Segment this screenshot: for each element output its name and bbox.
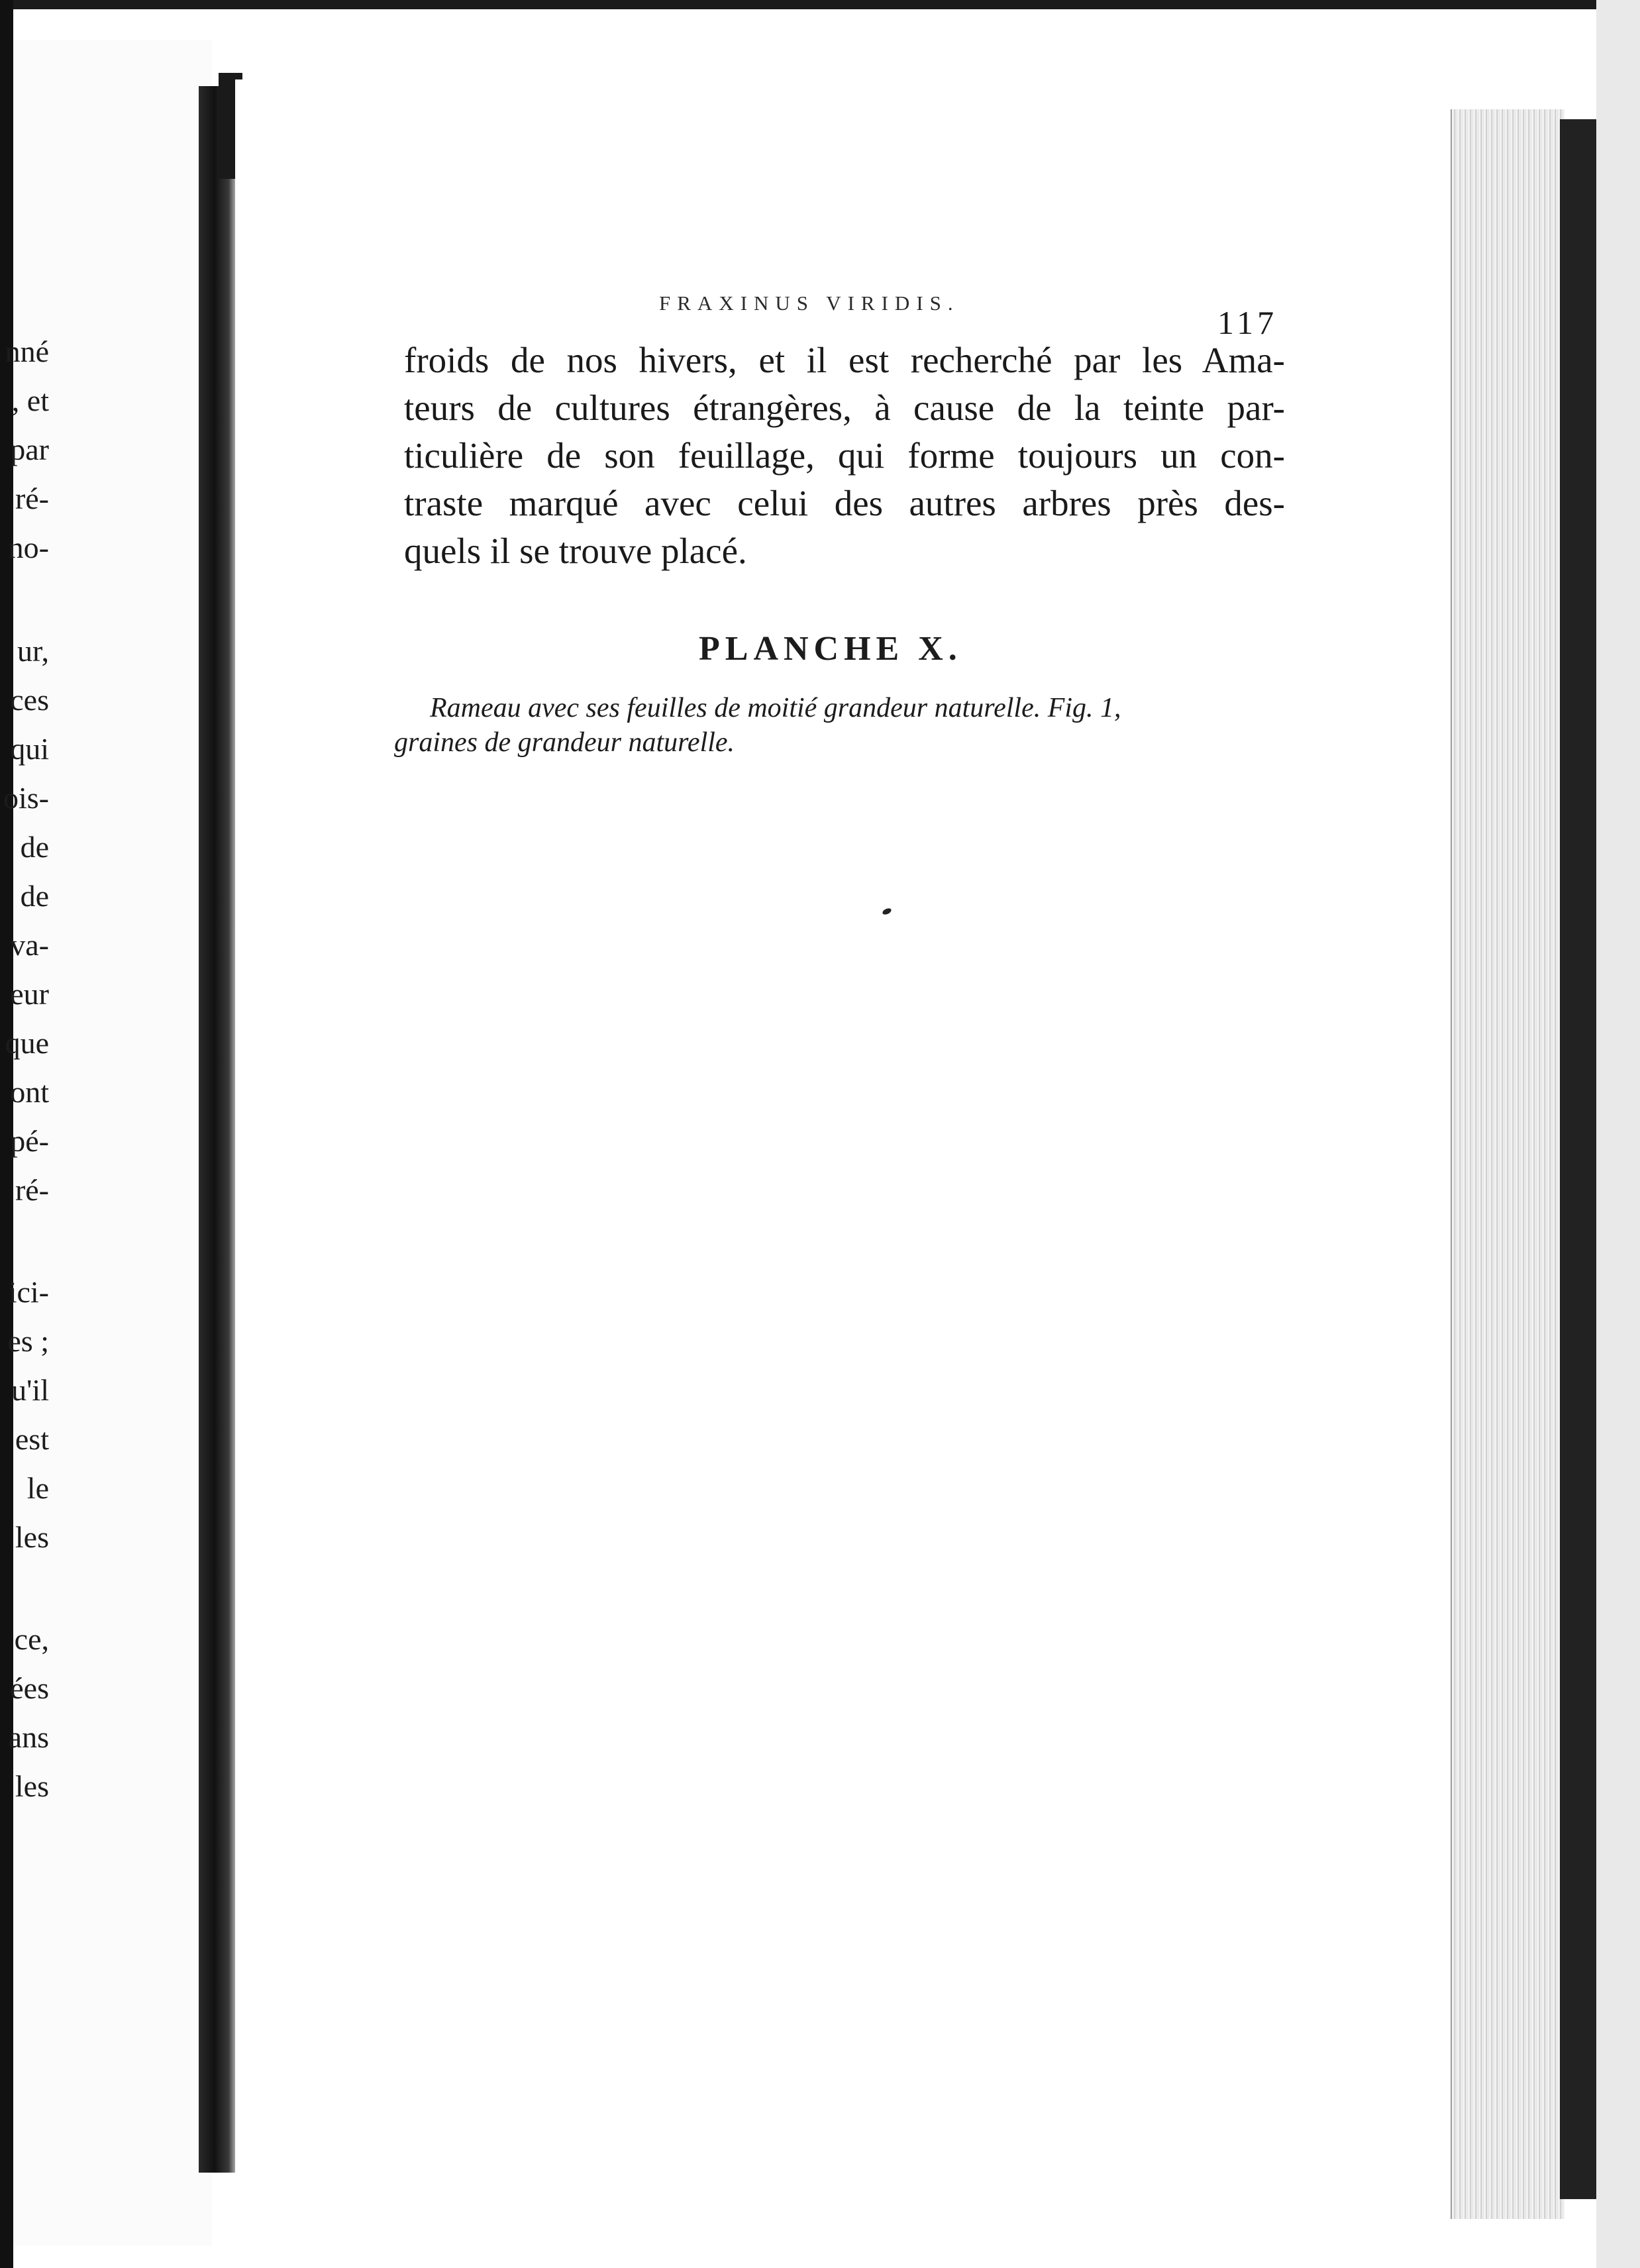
left-page-fragment: ées [10, 1671, 49, 1705]
left-page-fragment: ré- [15, 482, 49, 515]
body-line: quels il se trouve placé. [404, 531, 747, 571]
left-page-fragment: le [26, 1471, 49, 1505]
page-number: 117 [1217, 304, 1278, 341]
body-line: froids de nos hivers, et il est recherché par les Ama- [404, 340, 1285, 380]
left-page-fragment: eur [10, 977, 49, 1011]
left-page-fragment: que [5, 1026, 49, 1060]
left-page-fragment: ont [10, 1075, 49, 1109]
left-page-fragment: les [15, 1520, 49, 1554]
caption-line: Rameau avec ses feuilles de moitié grandeur naturelle. Fig. 1, [430, 693, 1121, 723]
left-page-fragment: qui [10, 732, 49, 766]
body-line: traste marqué avec celui des autres arbres près des- [404, 483, 1285, 523]
left-page-fragment: ré- [15, 1173, 49, 1207]
body-line: ticulière de son feuillage, qui forme toujours un con- [404, 435, 1285, 476]
left-page-fragment: ces [10, 683, 49, 717]
left-page-text-column [0, 0, 49, 2268]
left-page-fragment: pé- [10, 1124, 49, 1158]
left-page-fragment: de [20, 879, 49, 913]
left-page-fragment: est [15, 1422, 49, 1456]
left-page-fragment: ois- [3, 781, 49, 815]
body-line: teurs de cultures étrangères, à cause de la teinte par- [404, 387, 1285, 428]
scanner-background-right [1596, 0, 1640, 2268]
body-paragraph [404, 336, 1285, 575]
plate-heading: PLANCHE X. [699, 630, 962, 668]
left-page-fragment: nné [5, 335, 49, 368]
caption-line: graines de grandeur naturelle. [394, 727, 735, 758]
left-page-fragment: de [20, 830, 49, 864]
left-page-fragment: les [15, 1769, 49, 1803]
left-page-fragment: ans [8, 1720, 49, 1754]
left-page-fragment: es ; [7, 1324, 49, 1358]
left-page-fragment: , et [11, 384, 49, 417]
left-page-fragment: ur, [17, 634, 49, 668]
left-page-fragment: ce, [14, 1622, 49, 1656]
left-page-fragment: va- [10, 928, 49, 962]
book-gutter [199, 86, 238, 2173]
left-page-fragment: par [10, 433, 49, 466]
running-head: FRAXINUS VIRIDIS. [659, 291, 960, 315]
book-cover-edge [1560, 119, 1600, 2199]
left-page-fragment: no- [8, 531, 49, 564]
plate-caption [394, 691, 1285, 760]
scanner-background-top [0, 0, 1640, 9]
left-page-fragment: ici- [8, 1275, 49, 1309]
left-page-fragment: u'il [11, 1373, 49, 1407]
page-fore-edge [1451, 109, 1564, 2219]
